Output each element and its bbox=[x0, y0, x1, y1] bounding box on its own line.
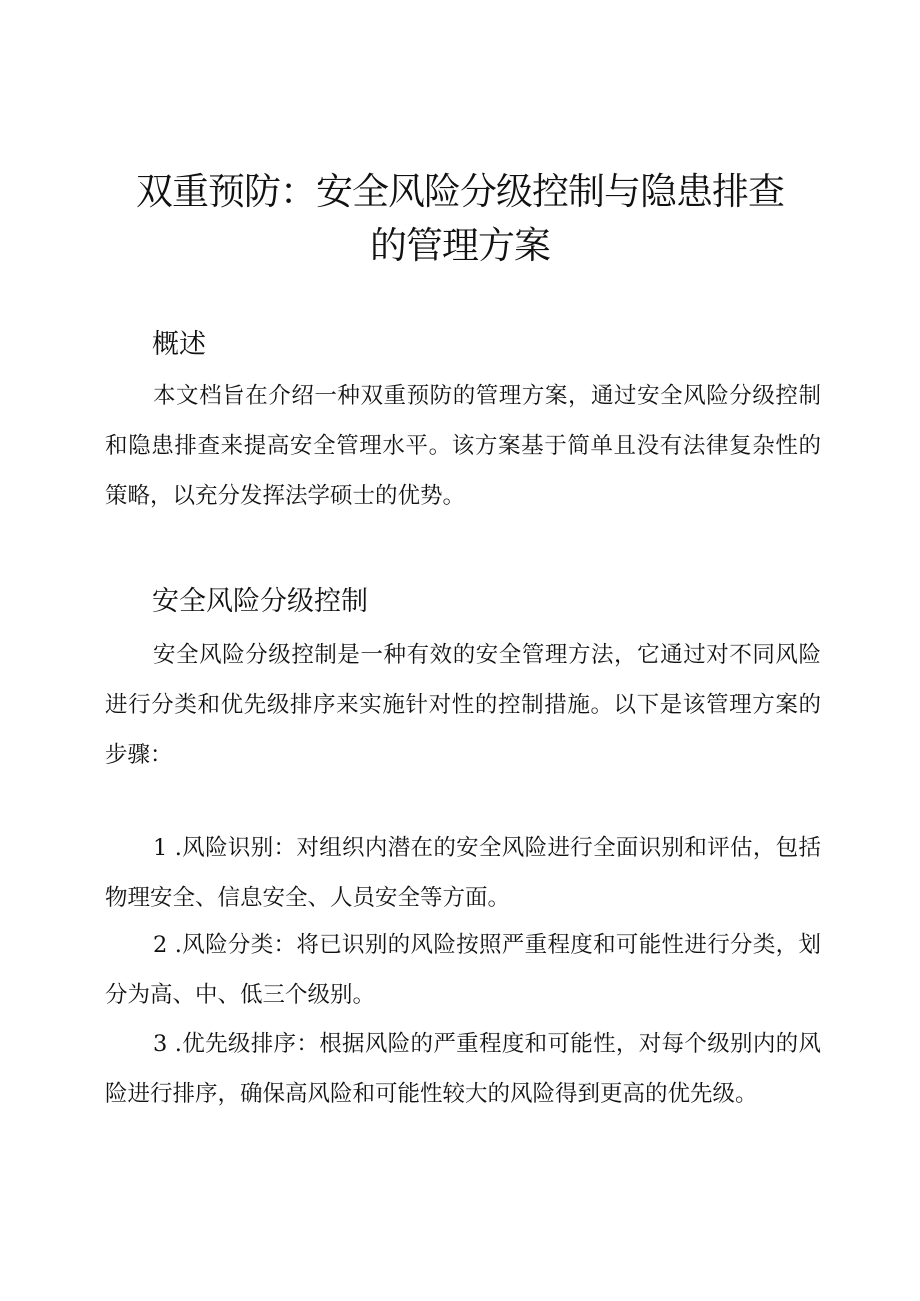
document-title bbox=[100, 165, 820, 273]
overview-paragraph: 本文档旨在介绍一种双重预防的管理方案，通过安全风险分级控制和隐患排查来提高安全管理水平。该方案基于简单且没有法律复杂性的策略，以充分发挥法学硕士的优势。 bbox=[105, 383, 821, 509]
section-heading-risk-control: 安全风险分级控制 bbox=[152, 586, 368, 617]
step-item-1: 1 .风险识别：对组织内潜在的安全风险进行全面识别和评估，包括物理安全、信息安全、人员安全等方面。 bbox=[105, 835, 821, 911]
title-line-2: 的管理方案 bbox=[370, 224, 550, 267]
risk-control-paragraph: 安全风险分级控制是一种有效的安全管理方法，它通过对不同风险进行分类和优先级排序来实施针对性的控制措施。以下是该管理方案的步骤： bbox=[105, 642, 821, 768]
step-item-2: 2 .风险分类：将已识别的风险按照严重程度和可能性进行分类，划分为高、中、低三个级别。 bbox=[105, 932, 821, 1008]
section-heading-overview: 概述 bbox=[152, 329, 206, 360]
step-item-3: 3 .优先级排序：根据风险的严重程度和可能性，对每个级别内的风险进行排序，确保高风险和可能性较大的风险得到更高的优先级。 bbox=[105, 1031, 821, 1107]
title-line-1: 双重预防：安全风险分级控制与隐患排查 bbox=[136, 170, 784, 213]
